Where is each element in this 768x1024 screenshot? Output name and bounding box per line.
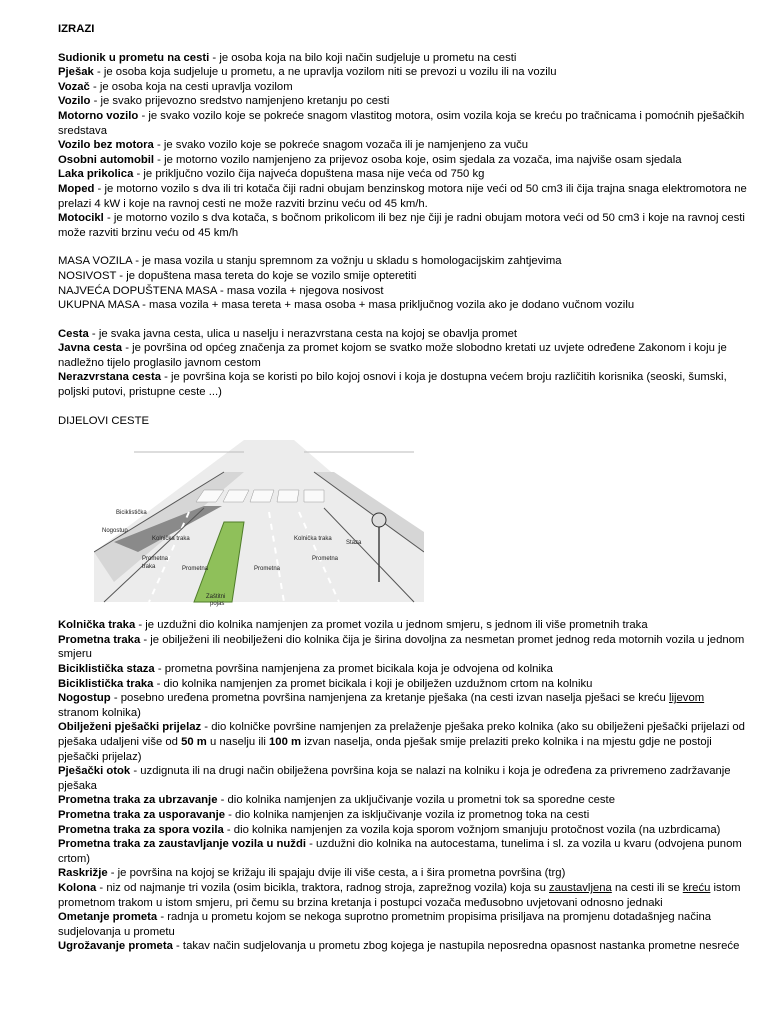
underlined-word: kreću (682, 881, 711, 894)
mass-item: MASA VOZILA - je masa vozila u stanju spremnom za vožnju u skladu s homologacijskim zahtjevima (58, 255, 562, 268)
term: Vozilo bez motora (58, 139, 154, 152)
mass-item: NOSIVOST - je dopuštena masa tereta do koje se vozilo smije opteretiti (58, 269, 417, 282)
distance-bold: 100 m (269, 736, 302, 748)
term: Laka prikolica (58, 168, 134, 181)
term: Sudionik u prometu na cesti (58, 51, 210, 64)
definition: - dio kolničke površine namjenjen za prelaženje pješaka preko kolnika (ako su obilježeni pješački prijelazi od pješaka udaljeni više od (58, 721, 745, 748)
definition: - je svaka javna cesta, ulica u naselju i nerazvrstana cesta na kojoj se obavlja promet (88, 327, 518, 340)
term: Biciklistička traka (58, 677, 154, 690)
term: Ometanje prometa (58, 911, 158, 924)
definition-item (58, 633, 748, 662)
term: Motorno vozilo (58, 109, 139, 122)
definition-item (58, 138, 748, 153)
definition: - dio kolnika namjenjen za isključivanje vozila iz prometnog toka na cesti (225, 808, 590, 821)
label-kolnicka: Kolnička traka (152, 536, 190, 543)
figure-heading: DIJELOVI CESTE (58, 414, 150, 427)
term: Nerazvrstana cesta (58, 371, 161, 384)
definition-item (58, 837, 748, 866)
label-zastitni: Zaštitni (206, 594, 226, 601)
definition: - je površina koja se koristi po bilo kojoj osnovi i koja je dostupna većem broju različitih korisnika (seoski, šumski, poljski putovi, pristupne ceste ...) (58, 371, 727, 399)
definition: - je motorno vozilo s dva kotača, s bočnom prikolicom ili bez nje čiji je radni obujam motora veći od 50 cm3 i koje na ravnoj cesti može razviti brzinu veću od 45 km/h (58, 212, 745, 239)
spacer (58, 240, 748, 254)
definition: - dio kolnika namjenjen za vozila koja sporom vožnjom smanjuju protočnost vozila (na uzbrdicama) (223, 823, 721, 836)
term: Pješak (58, 66, 94, 79)
definition: - je svako prijevozno sredstvo namjenjeno kretanju po cesti (90, 95, 390, 108)
definition-item (58, 793, 748, 808)
traffic-sign-icon (372, 513, 386, 527)
definition-item (58, 939, 748, 954)
definition: - uzdignuta ili na drugi način obilježena površina koja se nalazi na kolniku i koja je određena za privremeno zadržavanje pješaka (58, 765, 731, 792)
label-prometna-2: Prometna (182, 566, 209, 573)
definition-item (58, 94, 748, 109)
spacer (58, 313, 748, 327)
definition-item (58, 327, 748, 342)
definition-item (58, 80, 748, 95)
term: Raskrižje (58, 867, 108, 880)
definition: - dio kolnika namjenjen za promet bicikala i koji je obilježen uzdužnom crtom na kolniku (153, 677, 593, 690)
mass-item: NAJVEĆA DOPUŠTENA MASA - masa vozila + njegova nosivost (58, 284, 384, 297)
definition: - je priključno vozilo čija najveća dopuštena masa nije veća od 750 kg (133, 168, 485, 181)
term: Prometna traka za spora vozila (58, 823, 224, 836)
definition: - niz od najmanje tri vozila (osim bicikla, traktora, radnog stroja, zaprežnog vozila) koja su (96, 881, 549, 894)
definition-item (58, 341, 748, 370)
term: Ugrožavanje prometa (58, 940, 173, 953)
definition: - je svako vozilo koje se pokreće snagom vozača ili je namjenjeno za vuču (153, 139, 529, 152)
definition: - je uzdužni dio kolnika namjenjen za promet vozila u jednom smjeru, s jednom ili više prometnih traka (135, 619, 648, 632)
definition-item (58, 211, 748, 240)
label-kolnicka-2: Kolnička traka (294, 536, 332, 543)
definition: - je svako vozilo koje se pokreće snagom vlastitog motora, osim vozila koja se kreću po tračnicama i pomoćnih pješačkih sredstava (58, 109, 745, 137)
road-parts-illustration (94, 432, 424, 612)
term: Prometna traka za usporavanje (58, 808, 226, 821)
definition-item (58, 691, 748, 720)
term: Biciklistička staza (58, 663, 155, 676)
term: Vozač (58, 80, 90, 93)
definition: - radnja u prometu kojom se nekoga suprotno prometnim propisima prisiljava na promjenu dotadašnjeg načina sudjelovanja u prometu (58, 911, 712, 938)
definition-item (58, 677, 748, 692)
label-nogostup: Nogostup (102, 528, 128, 535)
definition: - posebno uređena prometna površina namjenjena za kretanje pješaka (na cesti izvan naselja pješaci se kreću (110, 692, 669, 705)
term: Pješački otok (58, 765, 131, 778)
definition: u naselju ili (206, 736, 270, 748)
term: Prometna traka za zaustavljanje vozila u nuždi (58, 838, 306, 851)
underlined-word: lijevom (668, 692, 705, 705)
definition-item (58, 764, 748, 793)
definition-item (58, 910, 748, 939)
definition: izvan naselja, onda pješak smije prelaziti preko kolnika i na mjestu gdje ne postoji pješački prijelaz) (58, 736, 712, 763)
term: Moped (58, 182, 95, 195)
definition-item (58, 65, 748, 80)
definition: - dio kolnika namjenjen za uključivanje vozila u prometni tok sa sporedne ceste (217, 794, 615, 807)
definition: - prometna površina namjenjena za promet bicikala koja je odvojena od kolnika (154, 663, 553, 676)
definition-item (58, 182, 748, 211)
section-roads (58, 327, 748, 400)
definition: - je površina od općeg značenja za promet kojom se svatko može slobodno kretati uz uvjete određene Zakonom i koju je nadležno tijelo proglasilo javnom cestom (58, 342, 727, 369)
definition: - je osoba koja na bilo koji način sudjeluje u prometu na cesti (209, 51, 517, 64)
term: Motocikl (58, 212, 104, 225)
term: Prometna traka za ubrzavanje (58, 794, 218, 807)
label-pojas: pojas (210, 601, 225, 608)
definition: - uzdužni dio kolnika na autocestama, tunelima i sl. za vozila u kvaru (odvojena punom crtom) (58, 838, 742, 865)
term: Cesta (58, 327, 89, 340)
underlined-word: zaustavljena (549, 881, 612, 894)
distance-bold: 50 m (181, 736, 207, 748)
definition: stranom kolnika) (58, 706, 141, 719)
definition: - je osoba koja sudjeluje u prometu, a ne upravlja vozilom niti se prevozi u vozilu ili na vozilu (93, 66, 557, 79)
definition-item (58, 153, 748, 168)
term: Osobni automobil (58, 153, 155, 166)
definition-item (58, 109, 748, 138)
crosswalk (196, 490, 324, 502)
definition: - je motorno vozilo namjenjeno za prijevoz osoba koje, osim sjedala za vozača, ima najviše osam sjedala (154, 153, 682, 166)
term: Nogostup (58, 692, 111, 705)
term: Obilježeni pješački prijelaz (58, 721, 202, 734)
term: Kolnička traka (58, 619, 136, 632)
document-title: IZRAZI (58, 23, 95, 35)
definition: - je obilježeni ili neobilježeni dio kolnika čija je širina dovoljna za nesmetan promet jednog reda motornih vozila u jednom smjeru (58, 633, 745, 661)
definition-item (58, 720, 748, 764)
definition: na cesti ili se (611, 881, 683, 894)
mass-item: UKUPNA MASA - masa vozila + masa tereta + masa osoba + masa priključnog vozila ako je dodano vučnom vozilu (58, 299, 635, 312)
label-prometna-3: Prometna (254, 566, 281, 573)
definition: - je osoba koja na cesti upravlja vozilom (89, 80, 293, 93)
definition-item (58, 618, 748, 633)
document-page (58, 22, 748, 954)
definition-item (58, 808, 748, 823)
section-participants (58, 51, 748, 241)
definition-item (58, 167, 748, 182)
definition: - takav način sudjelovanja u prometu zbog kojega je nastupila neposredna opasnost nastanka prometne nesreće (172, 940, 740, 953)
definition-item (58, 662, 748, 677)
spacer (58, 400, 748, 414)
label-traka: traka (142, 564, 156, 571)
term: Kolona (58, 881, 97, 894)
label-staza: Staza (346, 540, 362, 547)
term: Vozilo (58, 95, 91, 108)
label-biciklisticka: Biciklistička (116, 510, 147, 517)
definition-item (58, 51, 748, 66)
definition: - je površina na kojoj se križaju ili spajaju dvije ili više cesta, a i šira prometna površina (trg) (107, 867, 566, 880)
section-road-parts (58, 618, 748, 954)
definition-item (58, 370, 748, 399)
section-masses (58, 254, 748, 312)
label-prometna-4: Prometna (312, 556, 339, 563)
definition: istom prometnom trakom u istom smjeru, pri čemu su brzina kretanja i postupci vozača međusobno uvjetovani odnosno jednaki (58, 881, 741, 909)
definition-item (58, 881, 748, 910)
definition-item (58, 823, 748, 838)
definition: - je motorno vozilo s dva ili tri kotača čiji radni obujam benzinskog motora nije veći od 50 cm3 ili čija trajna snaga elektromotora ne prelazi 4 kW i koje na ravnoj cesti ne može razviti brzinu veću od 45 km/h. (58, 182, 747, 210)
label-prometna: Prometna (142, 556, 169, 563)
road-diagram (94, 432, 424, 612)
definition-item (58, 866, 748, 881)
term: Javna cesta (58, 342, 123, 355)
term: Prometna traka (58, 633, 141, 646)
